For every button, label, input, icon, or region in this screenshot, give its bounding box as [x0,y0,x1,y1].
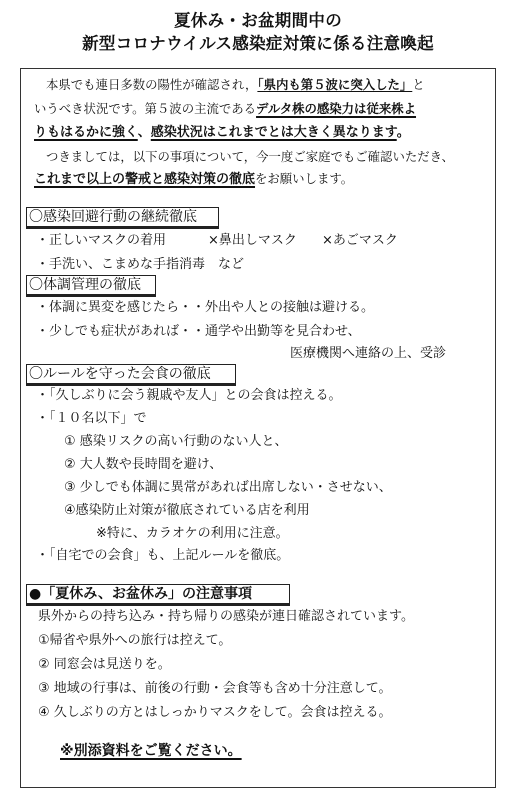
attachment-note-text: ※別添資料をご覧ください。 [60,743,242,759]
dining-sub-4: ④感染防止対策が徹底されている店を利用 [64,503,310,518]
page-title-line-1: 夏休み・お盆期間中の [174,11,342,30]
list-item [36,410,147,428]
list-item [64,502,310,520]
attachment-note [60,742,242,760]
intro-text-1a: 本県でも連日多数の陽性が確認され， [46,77,258,92]
intro-line-3 [34,124,410,142]
summer-item-3: ③ 地域の行事は、前後の行動・会食等も含め十分注意して。 [38,681,392,696]
dining-sub-3: ③ 少しでも体調に異常があれば出席しない・させない、 [64,480,392,495]
intro-text-4: つきましては，以下の事項について，今一度ご家庭でもご確認いただき、 [46,149,454,164]
page-title-line-2: 新型コロナウイルス感染症対策に係る注意喚起 [82,34,434,53]
intro-line-5 [34,170,353,189]
list-item [36,256,244,274]
list-item [64,433,288,451]
intro-text-2a: いうべき状況です。第５波の主流である [34,101,257,116]
dining-sub-2: ② 大人数や長時間を避け、 [64,457,223,472]
intro-line-1 [34,76,425,94]
summer-lead-text: 県外からの持ち込み・持ち帰りの感染が連日確認されています。 [38,609,414,624]
list-item [36,547,289,565]
health-item-2: ・少しでも症状があれば・・通学や出勤等を見合わせ、 [36,324,361,339]
section-heading-infection-avoidance [26,207,219,227]
intro-period: 。 [396,125,410,140]
summer-item-4: ④ 久しぶりの方とはしっかりマスクをして。会食は控える。 [38,705,392,720]
intro-highlight-delta: デルタ株の感染力は従来株よ [256,101,417,116]
intro-comma: 、 [137,125,151,140]
dining-item-1: ・「久しぶりに会う親戚や友人」との会食は控える。 [36,388,342,403]
dining-item-2: ・「１０名以下」で [36,411,147,426]
section-heading-label: ●「夏休み、お盆休み」の注意事項 [29,586,253,602]
section-heading-label: 〇体調管理の徹底 [29,277,141,293]
list-item [38,632,231,650]
section-heading-summer-holiday [26,584,290,604]
list-item [64,456,222,474]
summer-item-1: ①帰省や県外への旅行は控えて。 [38,633,232,648]
list-item [290,345,446,363]
nose-mask-note: ×鼻出しマスク [208,233,297,248]
list-item [208,232,297,250]
list-item [36,232,166,250]
health-item-1: ・体調に異変を感じたら・・外出や人との接触は避ける。 [36,300,375,315]
intro-text-1c: と [412,77,425,92]
intro-highlight-5th-wave: 「県内も第５波に突入した」 [257,77,413,92]
list-item [96,525,289,543]
intro-highlight-vigilance: これまで以上の警戒と感染対策の徹底 [34,172,256,187]
intro-text-5c: をお願いします。 [255,171,354,186]
list-item [38,680,392,698]
list-item [64,479,392,497]
dining-sub-1: ① 感染リスクの高い行動のない人と、 [64,434,288,449]
health-item-2-continued: 医療機関へ連絡の上、受診 [290,346,447,361]
intro-highlight-different: 感染状況はこれまでとは大きく異なります [150,125,397,140]
list-item [38,704,392,722]
list-item [322,232,398,250]
intro-line-2 [34,100,416,118]
dining-item-3: ・「自宅での会食」も、上記ルールを徹底。 [36,548,290,563]
list-item [36,299,374,317]
section-heading-label: 〇ルールを守った会食の徹底 [29,366,211,382]
list-item [38,656,171,674]
summer-item-2: ② 同窓会は見送りを。 [38,657,171,672]
summer-lead [38,608,414,626]
intro-highlight-stronger: りもはるかに強く [34,125,138,140]
mask-item: ・正しいマスクの着用 [36,233,167,248]
list-item [36,323,361,341]
karaoke-note: ※特に、カラオケの利用に注意。 [96,526,289,541]
list-item [36,387,342,405]
intro-line-4 [34,148,454,166]
handwash-item: ・手洗い、こまめな手指消毒 など [36,257,245,272]
section-heading-dining-rules [26,364,236,384]
chin-mask-note: ×あごマスク [322,233,398,248]
section-heading-label: 〇感染回避行動の継続徹底 [29,209,197,225]
section-heading-health-management [26,275,156,295]
